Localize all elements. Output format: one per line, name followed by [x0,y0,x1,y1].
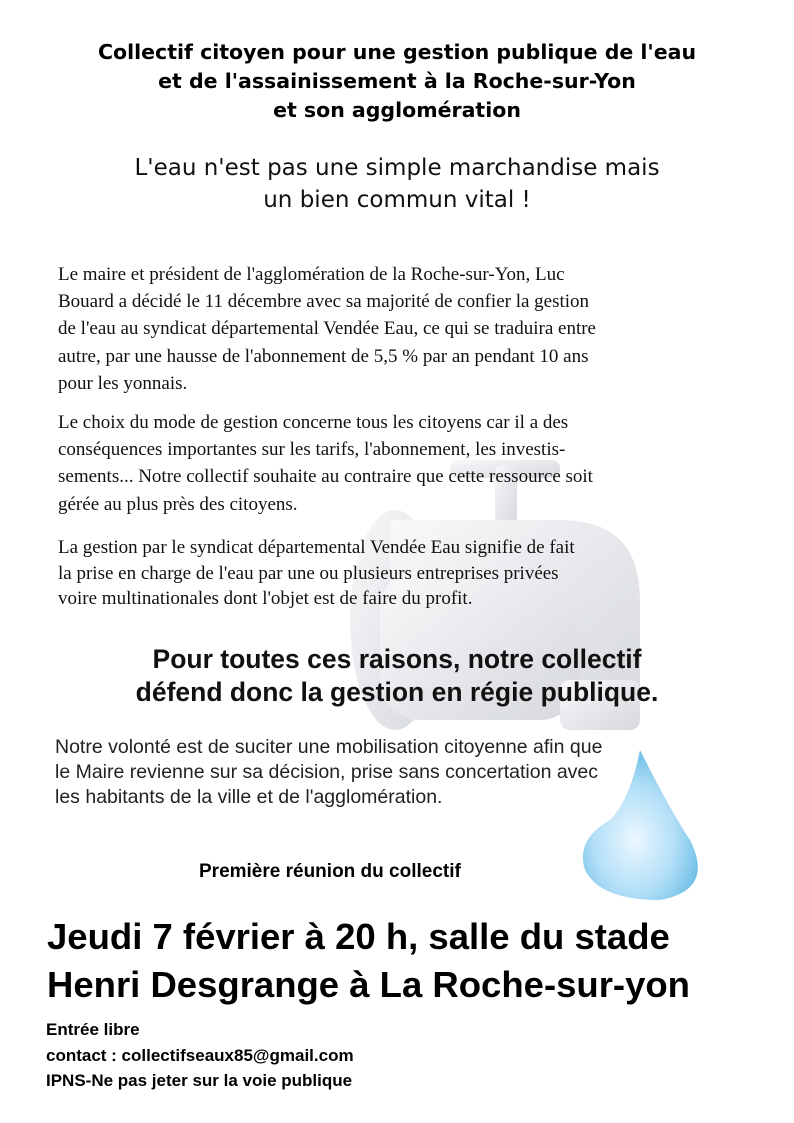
paragraph-decision: Le maire et président de l'agglomération de la Roche-sur-Yon, Luc Bouard a décidé le 11 décembre avec sa majorité de confier la gestion de l'eau au syndicat départemental Vendée Eau, ce qui se traduira entre autre, par une hausse de l'abonnement de 5,5 % par an pendant 10 ans pour les yonnais. [58,264,596,394]
footer-info [46,1017,354,1094]
ipns-note: IPNS-Ne pas jeter sur la voie publique [46,1071,353,1090]
paragraph-goal: Notre volonté est de suciter une mobilisation citoyenne afin que le Maire revienne sur sa décision, prise sans concertation avec les habitants de la ville et de l'agglomération. [55,736,603,808]
statement-heading: Pour toutes ces raisons, notre collectif défend donc la gestion en régie publique. [135,644,659,707]
event-details: Jeudi 7 février à 20 h, salle du stade Henri Desgrange à La Roche-sur-yon [47,916,690,1005]
slogan: L'eau n'est pas une simple marchandise mais un bien commun vital ! [134,155,660,213]
paragraph-management: La gestion par le syndicat départemental Vendée Eau signifie de fait la prise en charge de l'eau par une ou plusieurs entreprises privées voire multinationales dont l'objet est de faire du profit. [58,537,575,609]
entry-note: Entrée libre [46,1020,140,1039]
paragraph-choice: Le choix du mode de gestion concerne tous les citoyens car il a des conséquences importantes sur les tarifs, l'abonnement, les investis- sements... Notre collectif souhaite au contraire que cette ressource soit gérée au plus près des citoyens. [58,412,593,515]
contact-email: contact : collectifseaux85@gmail.com [46,1045,354,1065]
meeting-label: Première réunion du collectif [199,861,461,882]
page-title: Collectif citoyen pour une gestion publique de l'eau et de l'assainissement à la Roche-sur-Yon et son agglomération [97,40,697,122]
